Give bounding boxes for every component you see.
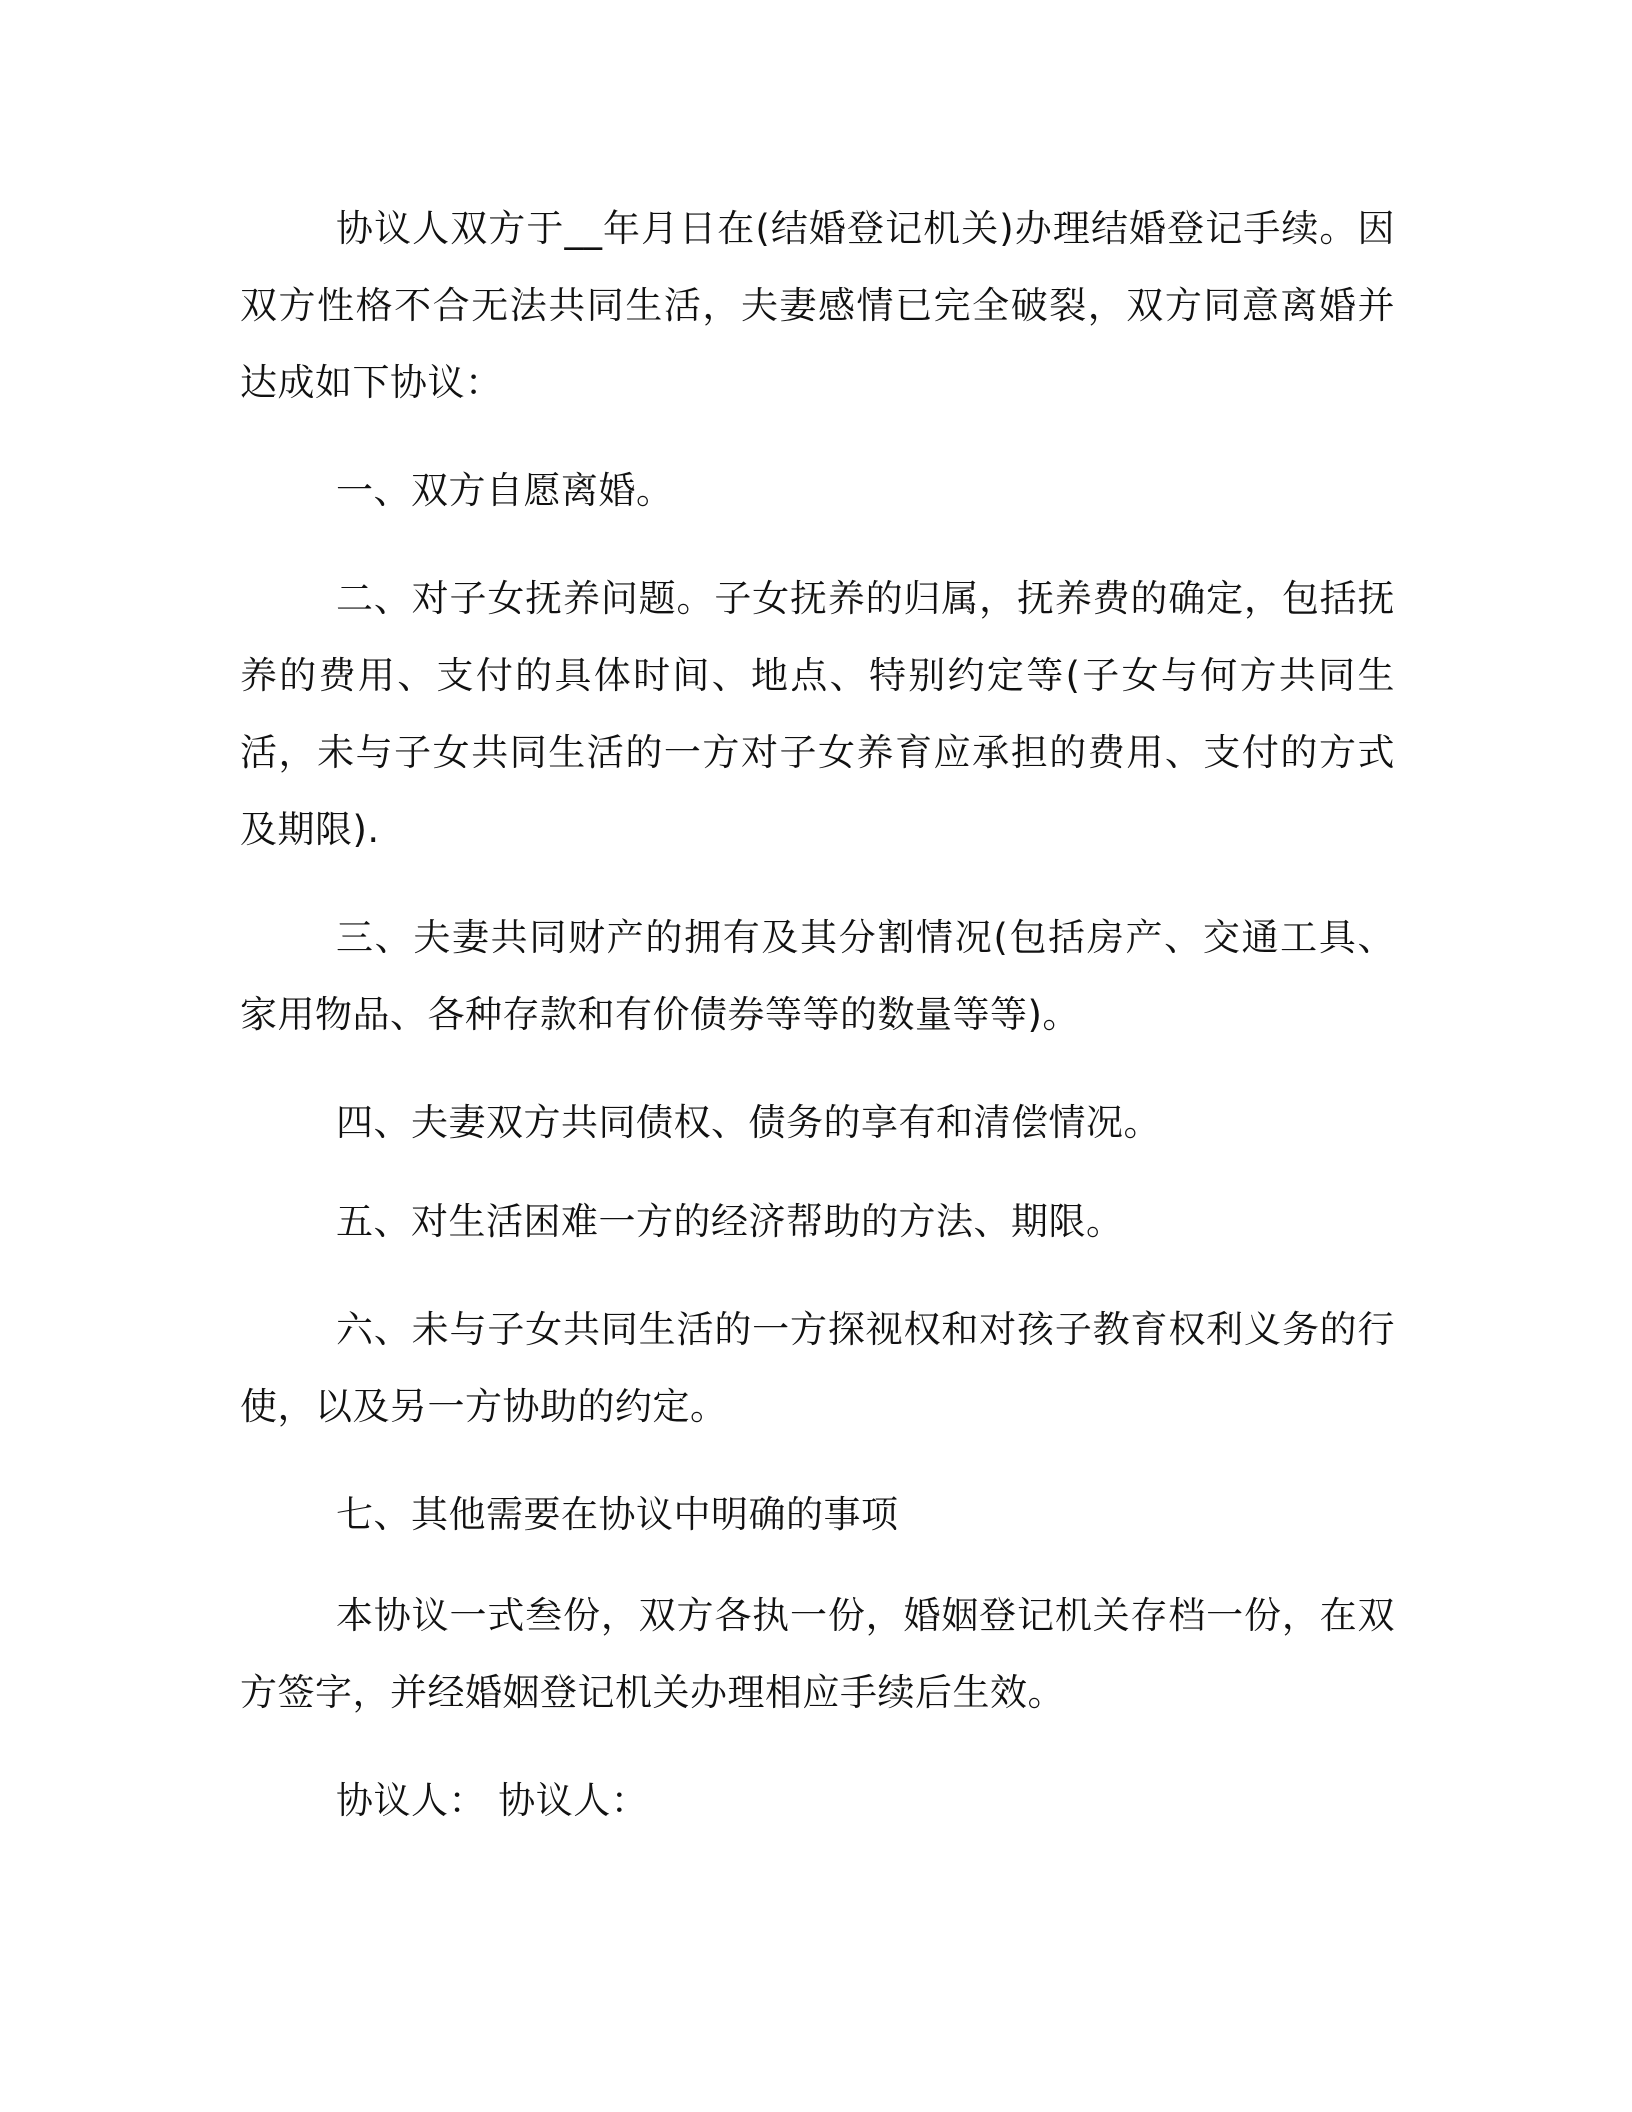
signature-line: 协议人： 协议人： bbox=[336, 1779, 649, 1822]
clause-7: 七、其他需要在协议中明确的事项 bbox=[336, 1493, 899, 1536]
clause-1: 一、双方自愿离婚。 bbox=[336, 469, 674, 512]
clause-3: 三、夫妻共同财产的拥有及其分割情况(包括房产、交通工具、家用物品、各种存款和有价债券等等的数量等等)。 bbox=[240, 916, 1395, 1036]
clause-5: 五、对生活困难一方的经济帮助的方法、期限。 bbox=[336, 1200, 1124, 1243]
clause-4: 四、夫妻双方共同债权、债务的享有和清偿情况。 bbox=[336, 1101, 1161, 1144]
closing-paragraph: 本协议一式叁份，双方各执一份，婚姻登记机关存档一份，在双方签字，并经婚姻登记机关办理相应手续后生效。 bbox=[240, 1594, 1395, 1714]
clause-2: 二、对子女抚养问题。子女抚养的归属，抚养费的确定，包括抚养的费用、支付的具体时间、地点、特别约定等(子女与何方共同生活，未与子女共同生活的一方对子女养育应承担的费用、支付的方式及期限). bbox=[240, 577, 1395, 851]
intro-paragraph: 协议人双方于__年月日在(结婚登记机关)办理结婚登记手续。因双方性格不合无法共同生活，夫妻感情已完全破裂，双方同意离婚并达成如下协议： bbox=[240, 207, 1395, 404]
document-page bbox=[240, 190, 1395, 1839]
clause-6: 六、未与子女共同生活的一方探视权和对孩子教育权利义务的行使，以及另一方协助的约定。 bbox=[240, 1308, 1395, 1428]
